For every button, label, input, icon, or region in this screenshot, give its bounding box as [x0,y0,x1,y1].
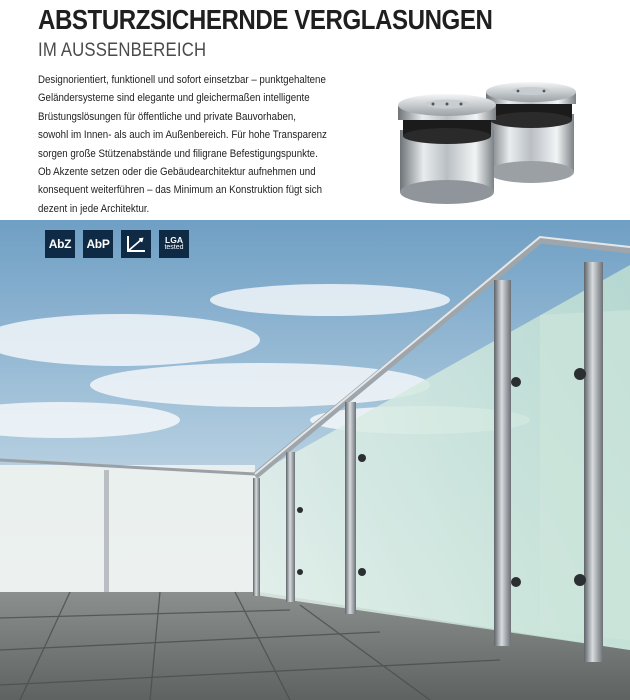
intro-line: sorgen große Stützenabstände und filigrane Befestigungspunkte. [38,147,318,160]
intro-paragraph [38,71,430,218]
lga-badge-top: LGA [165,235,183,245]
certification-badges [45,230,189,258]
lga-tested-badge [159,230,189,258]
intro-line: Ob Akzente setzen oder die Gebäudearchitektur aufnehmen und [38,166,316,179]
abp-badge: AbP [83,230,113,258]
left-glass-panel [0,465,255,595]
page-subtitle: IM AUSSENBEREICH [38,40,207,61]
intro-line: Brüstungslösungen für öffentliche und private Bauvorhaben, [38,110,296,123]
intro-line: Geländersysteme sind elegante und gleichermaßen intelligente [38,92,310,105]
abz-badge: AbZ [45,230,75,258]
intro-line: Designorientiert, funktionell und sofort einsetzbar – punktgehaltene [38,74,326,86]
angle-axes-icon [121,230,151,258]
glass-railing-photo [0,220,630,700]
intro-line: konsequent weiterführen – das Minimum an Konstruktion fügt sich [38,184,323,197]
lga-badge-bottom: tested [164,244,184,251]
intro-line: sowohl im Innen- als auch im Außenbereich. Für hohe Transparenz [38,129,327,142]
intro-line: dezent in jede Architektur. [38,202,150,215]
point-holder-front [398,94,496,204]
point-holder-back [486,82,576,183]
page-title: ABSTURZSICHERNDE VERGLASUNGEN [38,4,493,35]
point-holder-product-image [390,72,590,212]
